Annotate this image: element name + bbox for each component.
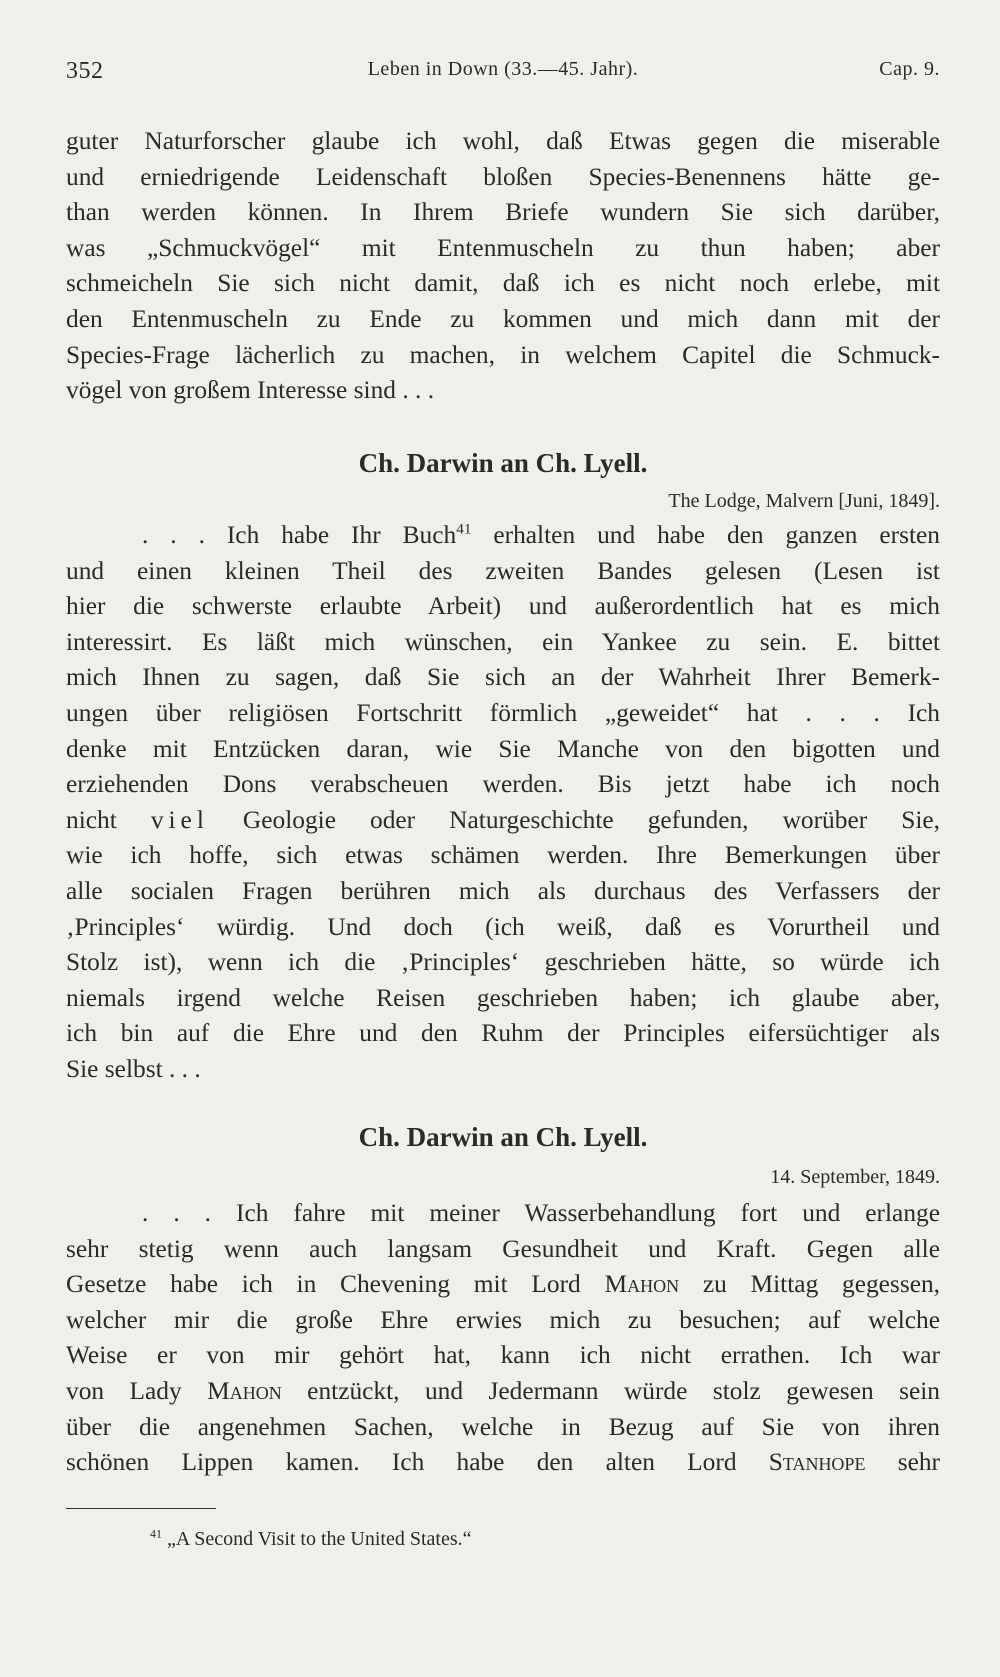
text-line: niemals irgend welche Reisen geschrieben haben; ich glaube aber,: [66, 983, 940, 1012]
text-line: hier die schwerste erlaubte Arbeit) und außerordentlich hat es mich: [66, 592, 940, 621]
footnote-text: „A Second Visit to the United States.“: [162, 1528, 472, 1550]
text-line: [66, 803, 940, 839]
text-segment: sehr: [865, 1448, 940, 1477]
text-line: mich Ihnen zu sagen, daß Sie sich an der Wahrheit Ihrer Bemerk-: [66, 663, 940, 692]
text-line: vögel von großem Interesse sind . . .: [66, 376, 435, 405]
letter-body-1: [66, 518, 940, 1088]
emphasis-spaced: viel: [150, 805, 209, 834]
text-line: than werden können. In Ihrem Briefe wundern Sie sich darüber,: [66, 198, 940, 227]
letter-dateline-2: 14. September, 1849.: [770, 1166, 940, 1188]
text-line: interessirt. Es läßt mich wünschen, ein Yankee zu sein. E. bittet: [66, 627, 940, 656]
text-segment: erhalten und habe den ganzen ersten: [471, 521, 940, 549]
text-line: welcher mir die große Ehre erwies mich zu besuchen; auf welche: [66, 1305, 940, 1334]
footnote-ref: 41: [456, 520, 472, 538]
text-line: ich bin auf die Ehre und den Ruhm der Principles eifersüchtiger als: [66, 1019, 940, 1048]
text-segment: schönen Lippen kamen. Ich habe den alten Lord: [66, 1448, 769, 1477]
page-number: 352: [66, 58, 104, 84]
text-line: [66, 1267, 940, 1303]
name-smallcaps: Mahon: [604, 1270, 680, 1299]
name-smallcaps: Stanhope: [768, 1448, 866, 1477]
text-line: denke mit Entzücken daran, wie Sie Manche von den bigotten und: [66, 734, 940, 763]
text-segment: von Lady: [66, 1376, 208, 1405]
text-line: [66, 1445, 940, 1481]
text-line: guter Naturforscher glaube ich wohl, daß Etwas gegen die miserable: [66, 127, 940, 155]
text-line: schmeicheln Sie sich nicht damit, daß ich es nicht noch erlebe, mit: [66, 269, 940, 298]
letter-dateline-1: The Lodge, Malvern [Juni, 1849].: [668, 490, 940, 512]
text-segment: entzückt, und Jedermann würde stolz gewesen sein: [281, 1376, 941, 1405]
text-line: Weise er von mir gehört hat, kann ich nicht errathen. Ich war: [66, 1341, 940, 1370]
text-segment: zu Mittag gegessen,: [679, 1270, 941, 1299]
text-line: [66, 518, 940, 554]
text-segment: Gesetze habe ich in Chevening mit Lord: [66, 1270, 605, 1299]
paragraph-continued: [66, 124, 940, 409]
text-line: sehr stetig wenn auch langsam Gesundheit und Kraft. Gegen alle: [66, 1234, 940, 1263]
text-line: den Entenmuscheln zu Ende zu kommen und mich dann mit der: [66, 304, 940, 333]
text-line: über die angenehmen Sachen, welche in Bezug auf Sie von ihren: [66, 1412, 940, 1441]
text-line: erziehenden Dons verabscheuen werden. Bis jetzt habe ich noch: [66, 770, 940, 799]
text-line: Stolz ist), wenn ich die ‚Principles‘ geschrieben hätte, so würde ich: [66, 948, 940, 977]
letter-heading-2: Ch. Darwin an Ch. Lyell.: [358, 1122, 648, 1152]
text-segment: Geologie oder Naturgeschichte gefunden, worüber Sie,: [208, 805, 940, 834]
running-header: [66, 58, 940, 98]
text-line: was „Schmuckvögel“ mit Entenmuscheln zu thun haben; aber: [66, 233, 940, 262]
text-segment: nicht: [66, 805, 151, 834]
footnote-rule: [66, 1508, 216, 1509]
text-line: und erniedrigende Leidenschaft bloßen Species-Benennens hätte ge-: [66, 162, 940, 191]
running-title: Leben in Down (33.—45. Jahr).: [367, 58, 639, 80]
text-segment: . . . Ich habe Ihr Buch: [142, 521, 457, 549]
text-line: wie ich hoffe, sich etwas schämen werden. Ihre Bemerkungen über: [66, 841, 940, 870]
name-smallcaps: Mahon: [207, 1376, 282, 1405]
text-line: ungen über religiösen Fortschritt förmlich „geweidet“ hat . . . Ich: [66, 698, 940, 727]
text-line: Sie selbst . . .: [66, 1054, 201, 1083]
letter-body-2: [66, 1196, 940, 1481]
chapter-label: Cap. 9.: [879, 58, 940, 80]
text-line: Species-Frage lächerlich zu machen, in welchem Capitel die Schmuck-: [66, 340, 940, 369]
footnote: [150, 1528, 1000, 1551]
text-line: . . . Ich fahre mit meiner Wasserbehandlung fort und erlange: [142, 1199, 940, 1227]
text-line: [66, 1374, 940, 1410]
text-line: ‚Principles‘ würdig. Und doch (ich weiß, daß es Vorurtheil und: [66, 912, 940, 941]
letter-heading-1: Ch. Darwin an Ch. Lyell.: [358, 448, 648, 478]
text-line: alle socialen Fragen berühren mich als durchaus des Verfassers der: [66, 876, 940, 905]
text-line: und einen kleinen Theil des zweiten Bandes gelesen (Lesen ist: [66, 556, 940, 585]
footnote-number: 41: [150, 1526, 162, 1541]
footnote-rule-wrap: [66, 1508, 940, 1509]
